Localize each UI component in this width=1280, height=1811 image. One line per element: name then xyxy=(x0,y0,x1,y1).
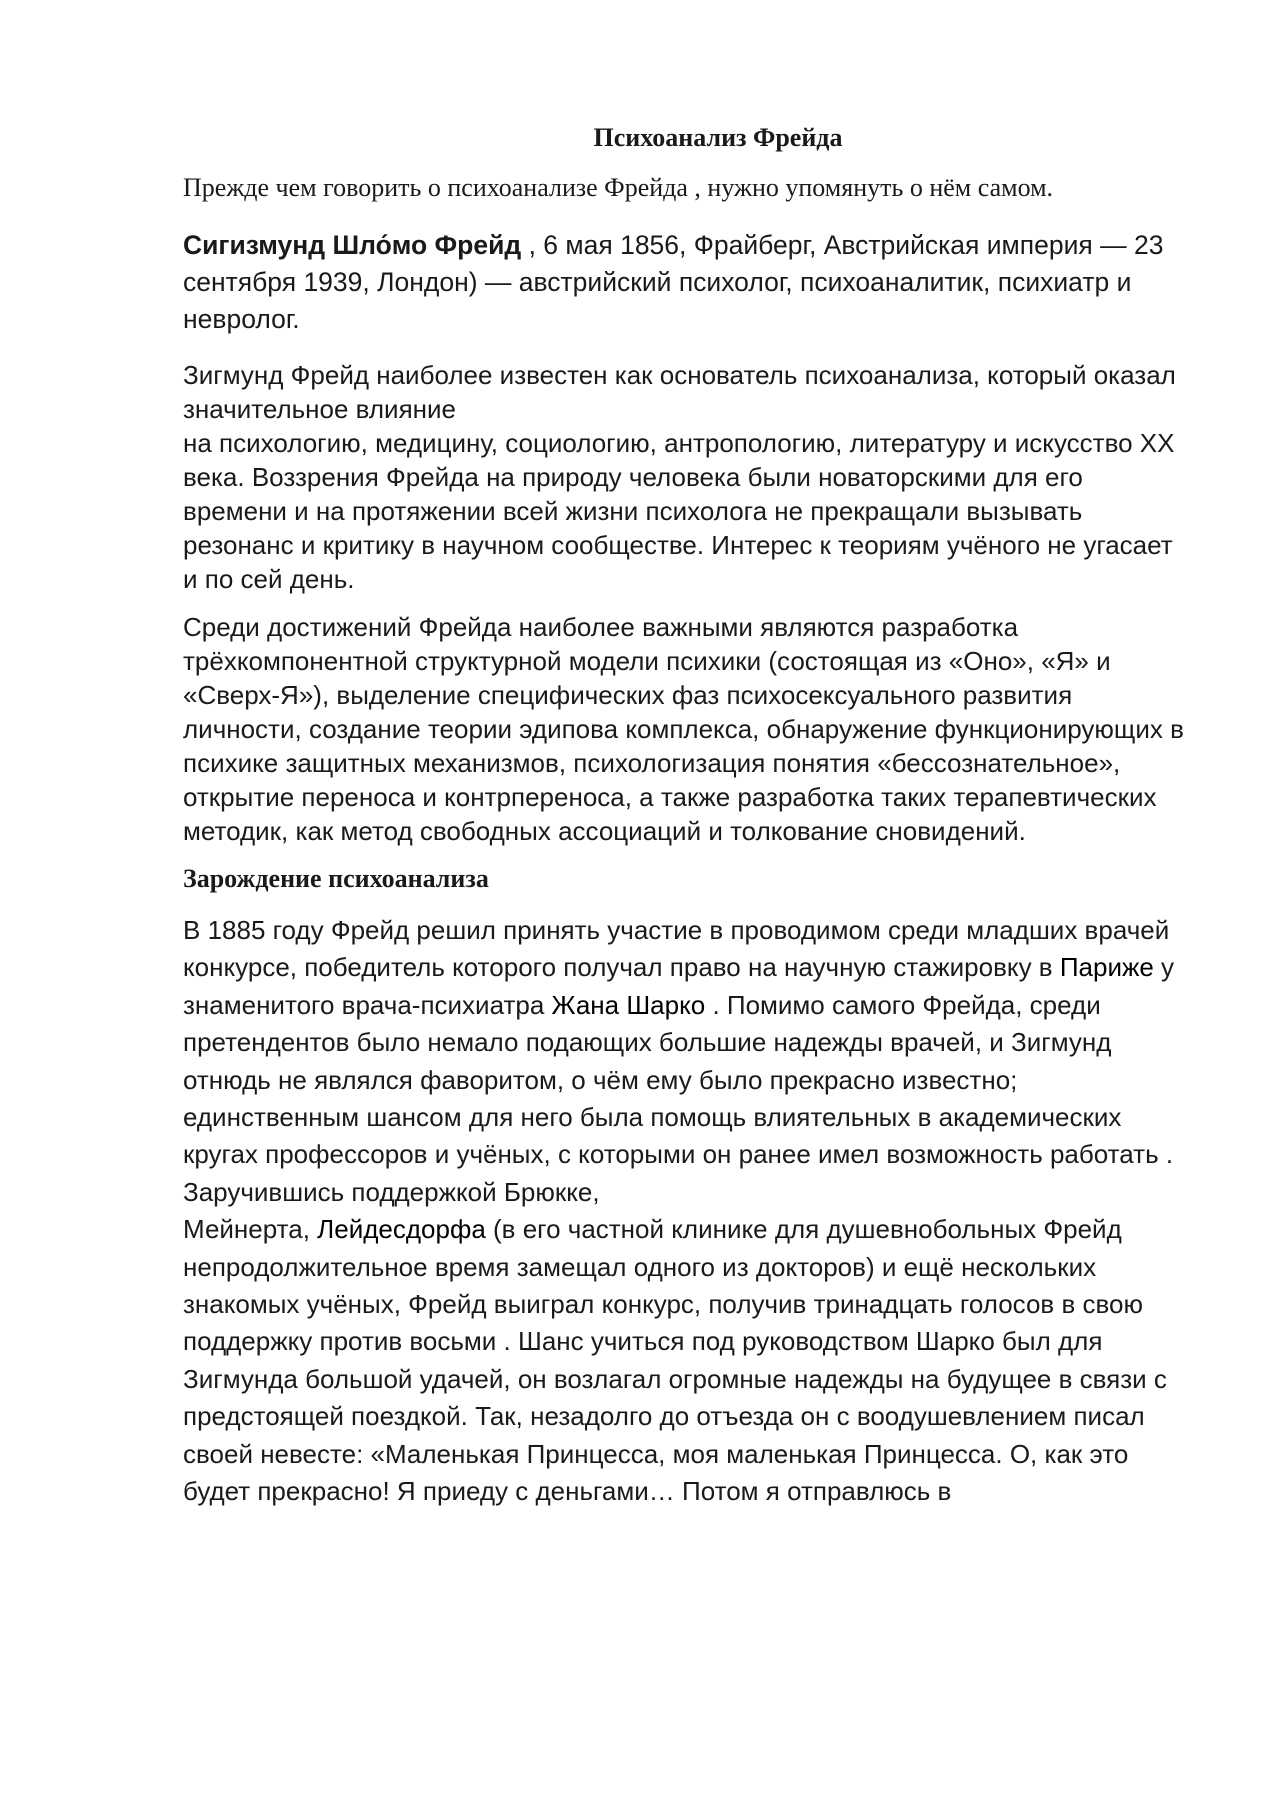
bio-dates-birth: , 6 мая 1856, Фрайберг, Австрийская империя — 23 xyxy=(521,230,1164,260)
intro-paragraph: Прежде чем говорить о психоанализе Фрейда , нужно упомянуть о нём самом. xyxy=(183,173,1054,202)
origin-text-3: . Помимо самого Фрейда, среди претендентов было немало подающих большие надежды врачей, и Зигмунд отнюдь не являлся фаворитом, о чём ему было прекрасно известно; единственным шансом для него была помощь влиятельных в академических кругах профессоров и учёных, с которыми он ранее имел возможность работать . Заручившись поддержкой Брюкке, xyxy=(183,989,1174,1207)
bio-name: Сигизмунд Шло́мо Фрейд xyxy=(183,230,522,260)
link-paris[interactable]: Париже xyxy=(1059,952,1154,983)
origin-text-5: (в его частной клинике для душевнобольных Фрейд непродолжительное время замещал одного из докторов) и ещё нескольких знакомых учёных, Фрейд выиграл конкурс, получив тринадцать голосов в свою поддержку против восьми . Шанс учиться под руководством Шарко был для Зигмунда большой удачей, он возлагал огромные надежды на будущее в связи с предстоящей поездкой. Так, незадолго до отъезда он с воодушевлением писал своей невесте: «Маленькая Принцесса, моя маленькая Принцесса. О, как это будет прекрасно! Я приеду с деньгами… Потом я отправлюсь в xyxy=(183,1214,1167,1507)
origin-text-2: у знаменитого врача-психиатра xyxy=(183,952,1175,1020)
document-page xyxy=(183,118,1193,1511)
origin-text-1: В 1885 году Фрейд решил принять участие в проводимом среди младших врачей конкурсе, победитель которого получал право на научную стажировку в xyxy=(183,915,1170,983)
link-leidesdorf[interactable]: Лейдесдорфа xyxy=(317,1214,486,1245)
origin-paragraph xyxy=(183,912,1193,1511)
document-title: Психоанализ Фрейда xyxy=(593,123,843,152)
section-heading: Зарождение психоанализа xyxy=(183,864,489,893)
link-charcot[interactable]: Жана Шарко xyxy=(551,989,706,1020)
origin-text-4: Мейнерта, xyxy=(183,1214,318,1245)
bio-paragraph xyxy=(183,227,1193,338)
achievements-paragraph: Среди достижений Фрейда наиболее важными являются разработка трёхкомпонентной структурной модели психики (состоящая из «Оно», «Я» и «Сверх-Я»), выделение специфических фаз психосексуального развития личности, создание теории эдипова комплекса, обнаружение функционирующих в психике защитных механизмов, психологизация понятия «бессознательное», открытие переноса и контрпереноса, а также разработка таких терапевтических методик, как метод свободных ассоциаций и толкование сновидений. xyxy=(183,612,1184,846)
bio-dates-death: сентября 1939, Лондон) — австрийский психолог, психоаналитик, психиатр и невролог. xyxy=(183,267,1132,334)
influence-text-part1: Зигмунд Фрейд наиболее известен как основатель психоанализа, который оказал значительное влияние xyxy=(183,360,1176,424)
influence-text-part2: на психологию, медицину, социологию, антропологию, литературу и искусство XX века. Воззрения Фрейда на природу человека были новаторскими для его времени и на протяжении всей жизни психолога не прекращали вызывать резонанс и критику в научном сообществе. Интерес к теориям учёного не угасает и по сей день. xyxy=(183,428,1175,594)
influence-paragraph xyxy=(183,358,1193,596)
